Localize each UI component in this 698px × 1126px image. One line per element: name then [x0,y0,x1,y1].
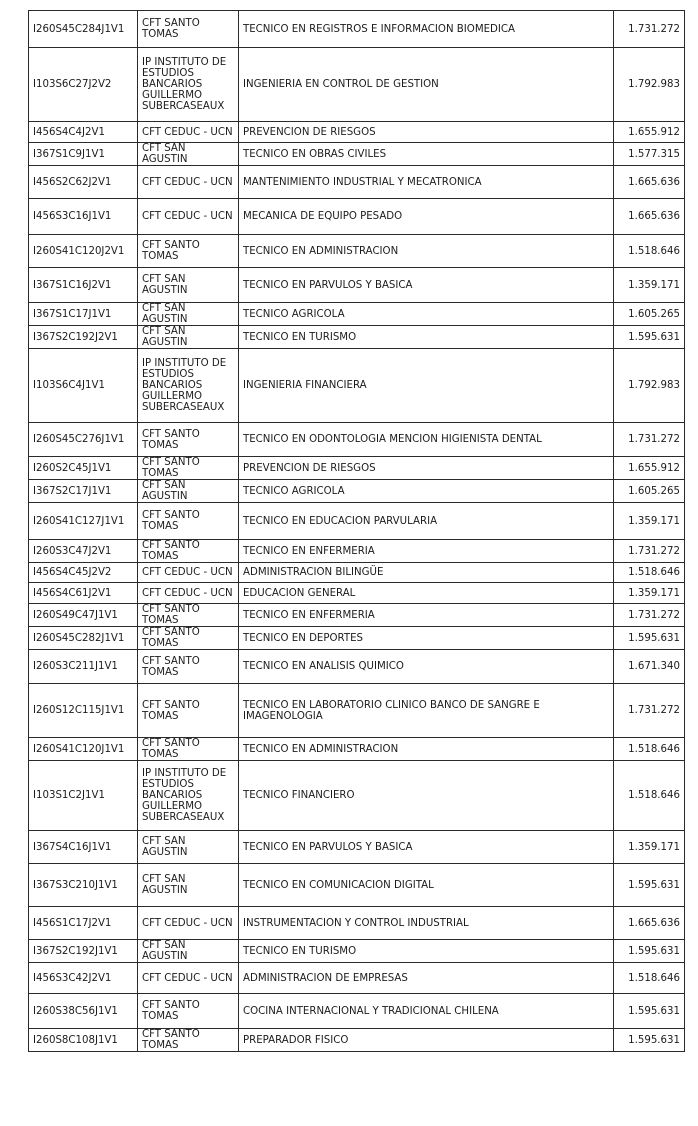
institution-cell: CFT SANTO TOMAS [138,1029,239,1052]
career-cell: MANTENIMIENTO INDUSTRIAL Y MECATRONICA [239,166,614,199]
career-cell: TECNICO EN TURISMO [239,940,614,963]
program-code-cell: I456S4C61J2V1 [29,583,138,604]
institution-cell: CFT CEDUC - UCN [138,907,239,940]
careers-table-body [29,11,685,1052]
institution-cell: CFT SANTO TOMAS [138,11,239,48]
amount-cell: 1.731.272 [614,540,685,563]
program-code-cell: I456S3C16J1V1 [29,199,138,235]
table-row [29,423,685,457]
amount-cell: 1.731.272 [614,423,685,457]
institution-cell: IP INSTITUTO DE ESTUDIOS BANCARIOS GUILLERMO SUBERCASEAUX [138,48,239,122]
career-cell: TECNICO EN ADMINISTRACION [239,235,614,268]
career-cell: MECANICA DE EQUIPO PESADO [239,199,614,235]
career-cell: TECNICO EN TURISMO [239,326,614,349]
institution-cell: CFT CEDUC - UCN [138,199,239,235]
amount-cell: 1.359.171 [614,583,685,604]
institution-cell: CFT SANTO TOMAS [138,650,239,684]
table-row [29,235,685,268]
career-cell: INGENIERIA EN CONTROL DE GESTION [239,48,614,122]
amount-cell: 1.359.171 [614,831,685,864]
amount-cell: 1.359.171 [614,268,685,303]
institution-cell: CFT SAN AGUSTIN [138,831,239,864]
institution-cell: CFT SANTO TOMAS [138,684,239,738]
program-code-cell: I367S1C17J1V1 [29,303,138,326]
amount-cell: 1.577.315 [614,143,685,166]
amount-cell: 1.792.983 [614,48,685,122]
career-cell: TECNICO EN COMUNICACION DIGITAL [239,864,614,907]
program-code-cell: I456S1C17J2V1 [29,907,138,940]
table-row [29,326,685,349]
amount-cell: 1.731.272 [614,11,685,48]
program-code-cell: I367S2C192J1V1 [29,940,138,963]
institution-cell: IP INSTITUTO DE ESTUDIOS BANCARIOS GUILLERMO SUBERCASEAUX [138,761,239,831]
program-code-cell: I260S41C127J1V1 [29,503,138,540]
table-row [29,199,685,235]
career-cell: TECNICO EN LABORATORIO CLINICO BANCO DE SANGRE E IMAGENOLOGIA [239,684,614,738]
amount-cell: 1.518.646 [614,761,685,831]
table-row [29,143,685,166]
career-cell: TECNICO EN ANALISIS QUIMICO [239,650,614,684]
program-code-cell: I260S3C47J2V1 [29,540,138,563]
program-code-cell: I367S2C17J1V1 [29,480,138,503]
program-code-cell: I260S45C284J1V1 [29,11,138,48]
table-row [29,503,685,540]
amount-cell: 1.671.340 [614,650,685,684]
career-cell: TECNICO AGRICOLA [239,480,614,503]
table-row [29,907,685,940]
table-row [29,563,685,583]
career-cell: PREPARADOR FISICO [239,1029,614,1052]
amount-cell: 1.359.171 [614,503,685,540]
table-row [29,864,685,907]
amount-cell: 1.595.631 [614,994,685,1029]
program-code-cell: I456S4C45J2V2 [29,563,138,583]
institution-cell: CFT SANTO TOMAS [138,423,239,457]
career-cell: TECNICO EN PARVULOS Y BASICA [239,268,614,303]
program-code-cell: I456S3C42J2V1 [29,963,138,994]
table-row [29,650,685,684]
career-cell: TECNICO EN EDUCACION PARVULARIA [239,503,614,540]
career-cell: TECNICO EN ENFERMERIA [239,604,614,627]
table-row [29,940,685,963]
amount-cell: 1.518.646 [614,235,685,268]
institution-cell: CFT SANTO TOMAS [138,994,239,1029]
career-cell: TECNICO EN PARVULOS Y BASICA [239,831,614,864]
amount-cell: 1.665.636 [614,166,685,199]
career-cell: TECNICO EN REGISTROS E INFORMACION BIOMEDICA [239,11,614,48]
amount-cell: 1.731.272 [614,684,685,738]
institution-cell: CFT CEDUC - UCN [138,963,239,994]
institution-cell: CFT SANTO TOMAS [138,627,239,650]
career-cell: EDUCACION GENERAL [239,583,614,604]
institution-cell: CFT SAN AGUSTIN [138,268,239,303]
program-code-cell: I367S1C16J2V1 [29,268,138,303]
program-code-cell: I367S1C9J1V1 [29,143,138,166]
table-row [29,761,685,831]
amount-cell: 1.595.631 [614,326,685,349]
institution-cell: CFT CEDUC - UCN [138,583,239,604]
institution-cell: CFT SANTO TOMAS [138,604,239,627]
table-row [29,627,685,650]
institution-cell: CFT SANTO TOMAS [138,540,239,563]
amount-cell: 1.665.636 [614,199,685,235]
career-cell: TECNICO EN DEPORTES [239,627,614,650]
amount-cell: 1.518.646 [614,963,685,994]
program-code-cell: I456S4C4J2V1 [29,122,138,143]
institution-cell: CFT SAN AGUSTIN [138,864,239,907]
program-code-cell: I456S2C62J2V1 [29,166,138,199]
amount-cell: 1.605.265 [614,303,685,326]
program-code-cell: I260S3C211J1V1 [29,650,138,684]
table-row [29,738,685,761]
institution-cell: CFT SAN AGUSTIN [138,480,239,503]
table-row [29,480,685,503]
table-row [29,963,685,994]
program-code-cell: I103S6C27J2V2 [29,48,138,122]
institution-cell: CFT SANTO TOMAS [138,235,239,268]
amount-cell: 1.595.631 [614,1029,685,1052]
table-row [29,122,685,143]
program-code-cell: I103S6C4J1V1 [29,349,138,423]
career-cell: COCINA INTERNACIONAL Y TRADICIONAL CHILENA [239,994,614,1029]
table-row [29,268,685,303]
careers-table [28,10,685,1052]
institution-cell: CFT SAN AGUSTIN [138,940,239,963]
table-row [29,349,685,423]
amount-cell: 1.792.983 [614,349,685,423]
career-cell: PREVENCION DE RIESGOS [239,122,614,143]
amount-cell: 1.665.636 [614,907,685,940]
program-code-cell: I103S1C2J1V1 [29,761,138,831]
career-cell: TECNICO EN OBRAS CIVILES [239,143,614,166]
program-code-cell: I260S8C108J1V1 [29,1029,138,1052]
institution-cell: CFT SAN AGUSTIN [138,303,239,326]
table-row [29,604,685,627]
program-code-cell: I260S38C56J1V1 [29,994,138,1029]
program-code-cell: I260S2C45J1V1 [29,457,138,480]
table-row [29,994,685,1029]
institution-cell: CFT SANTO TOMAS [138,457,239,480]
career-cell: TECNICO AGRICOLA [239,303,614,326]
amount-cell: 1.518.646 [614,738,685,761]
career-cell: TECNICO EN ENFERMERIA [239,540,614,563]
program-code-cell: I260S45C282J1V1 [29,627,138,650]
amount-cell: 1.595.631 [614,940,685,963]
program-code-cell: I260S49C47J1V1 [29,604,138,627]
career-cell: TECNICO FINANCIERO [239,761,614,831]
amount-cell: 1.655.912 [614,122,685,143]
table-row [29,684,685,738]
program-code-cell: I260S41C120J1V1 [29,738,138,761]
institution-cell: CFT SANTO TOMAS [138,503,239,540]
table-row [29,540,685,563]
institution-cell: CFT CEDUC - UCN [138,122,239,143]
program-code-cell: I260S41C120J2V1 [29,235,138,268]
career-cell: INSTRUMENTACION Y CONTROL INDUSTRIAL [239,907,614,940]
table-row [29,48,685,122]
institution-cell: CFT SAN AGUSTIN [138,143,239,166]
institution-cell: IP INSTITUTO DE ESTUDIOS BANCARIOS GUILLERMO SUBERCASEAUX [138,349,239,423]
program-code-cell: I367S2C192J2V1 [29,326,138,349]
amount-cell: 1.655.912 [614,457,685,480]
institution-cell: CFT SAN AGUSTIN [138,326,239,349]
career-cell: TECNICO EN ADMINISTRACION [239,738,614,761]
table-row [29,831,685,864]
institution-cell: CFT CEDUC - UCN [138,563,239,583]
institution-cell: CFT SANTO TOMAS [138,738,239,761]
program-code-cell: I260S12C115J1V1 [29,684,138,738]
table-row [29,1029,685,1052]
table-row [29,11,685,48]
career-cell: INGENIERIA FINANCIERA [239,349,614,423]
institution-cell: CFT CEDUC - UCN [138,166,239,199]
amount-cell: 1.595.631 [614,627,685,650]
program-code-cell: I367S4C16J1V1 [29,831,138,864]
amount-cell: 1.731.272 [614,604,685,627]
career-cell: PREVENCION DE RIESGOS [239,457,614,480]
amount-cell: 1.518.646 [614,563,685,583]
program-code-cell: I367S3C210J1V1 [29,864,138,907]
program-code-cell: I260S45C276J1V1 [29,423,138,457]
table-row [29,583,685,604]
amount-cell: 1.605.265 [614,480,685,503]
table-row [29,166,685,199]
table-row [29,457,685,480]
amount-cell: 1.595.631 [614,864,685,907]
career-cell: ADMINISTRACION BILINGÜE [239,563,614,583]
career-cell: TECNICO EN ODONTOLOGIA MENCION HIGIENISTA DENTAL [239,423,614,457]
table-row [29,303,685,326]
career-cell: ADMINISTRACION DE EMPRESAS [239,963,614,994]
